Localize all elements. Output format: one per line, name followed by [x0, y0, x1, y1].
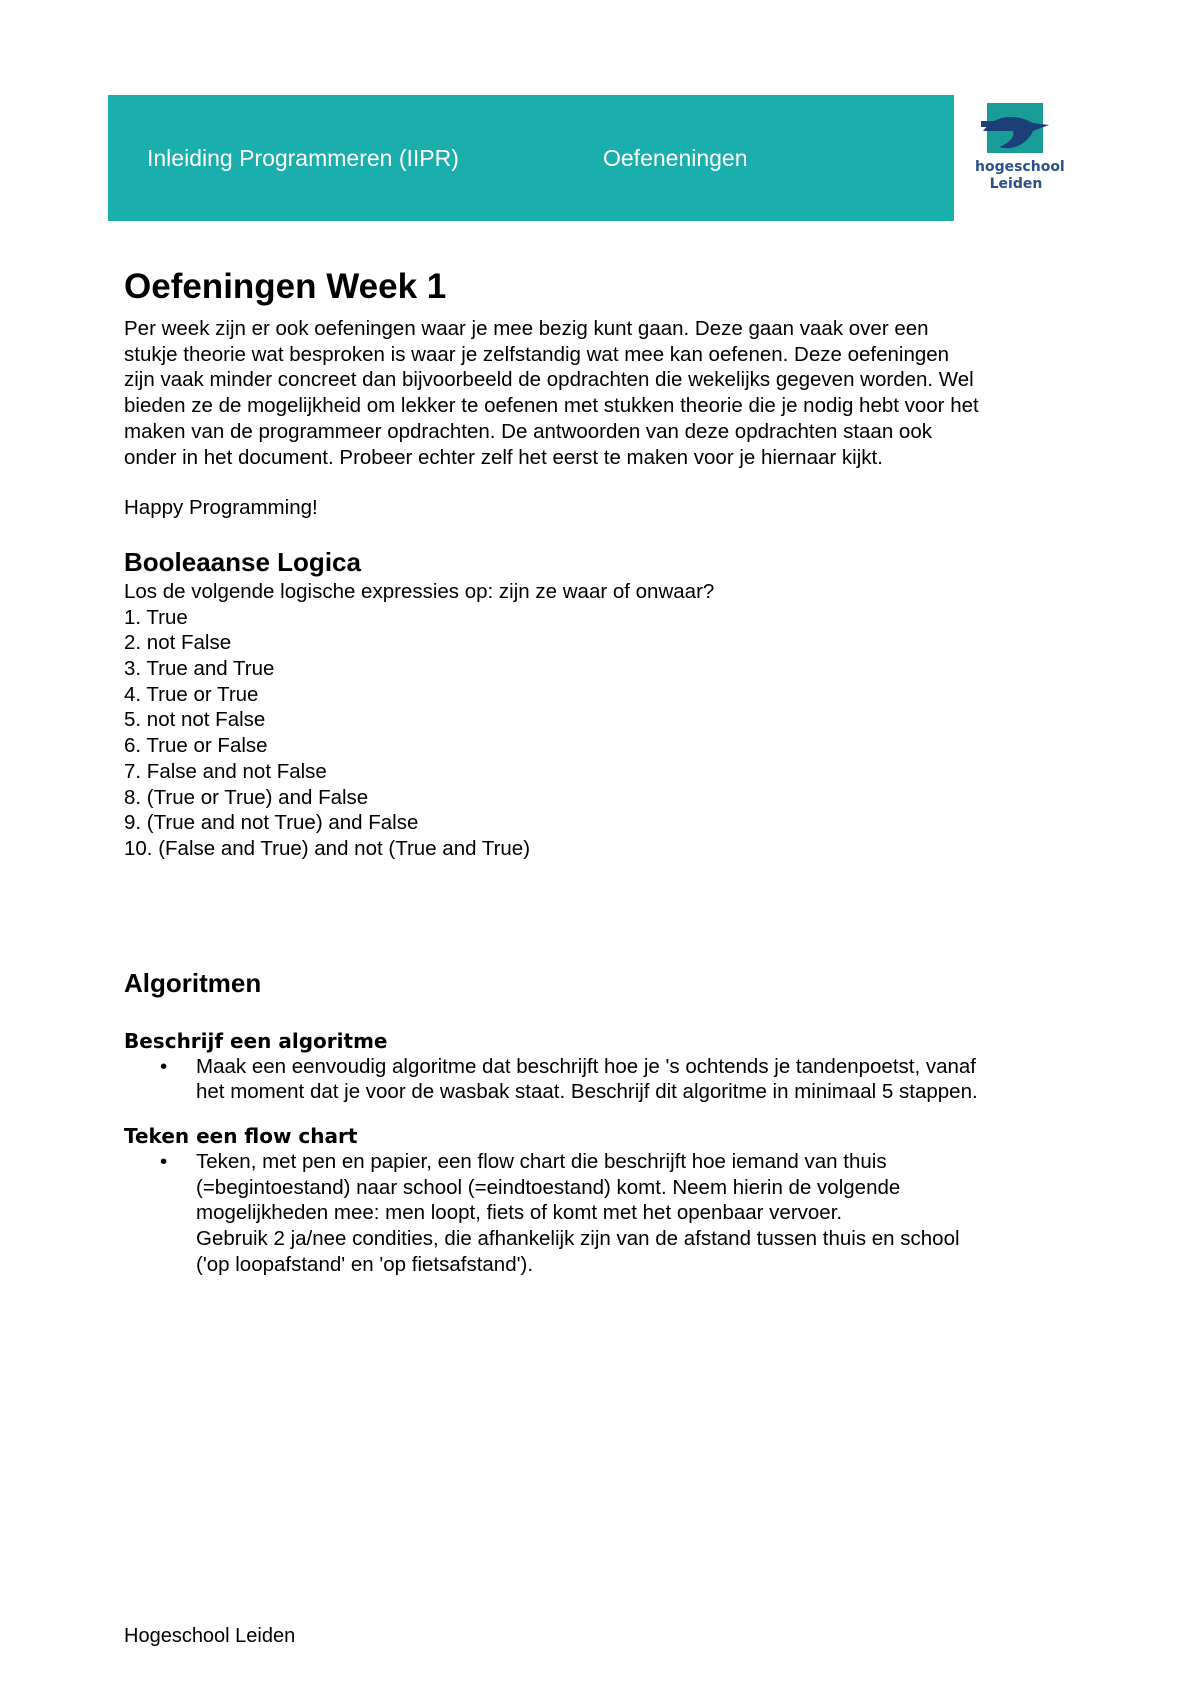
intro-line: stukje theorie wat besproken is waar je zelfstandig wat mee kan oefenen. Deze oefeningen: [124, 342, 950, 366]
boolean-instruction: Los de volgende logische expressies op: zijn ze waar of onwaar?: [124, 579, 715, 603]
intro-paragraph: [124, 316, 1064, 470]
boolean-exercise-list: [124, 605, 1064, 862]
logo-line-2: Leiden: [989, 176, 1043, 192]
header-band: [108, 95, 954, 221]
intro-line: maken van de programmeer opdrachten. De antwoorden van deze opdrachten staan ook: [124, 419, 932, 443]
list-item: 8. (True or True) and False: [124, 785, 369, 809]
algorithms-heading: Algoritmen: [124, 967, 262, 998]
bird-emblem-icon: [981, 101, 1051, 159]
boolean-heading: Booleaanse Logica: [124, 546, 361, 577]
bullet-line: Maak een eenvoudig algoritme dat beschrijft hoe je 's ochtends je tandenpoetst, vanaf: [196, 1054, 977, 1078]
closing-line: Happy Programming!: [124, 496, 318, 520]
intro-line: Per week zijn er ook oefeningen waar je mee bezig kunt gaan. Deze gaan vaak over een: [124, 317, 929, 340]
list-item: 1. True: [124, 605, 188, 629]
intro-line: onder in het document. Probeer echter zelf het eerst te maken voor je hiernaar kijkt.: [124, 445, 883, 469]
page-title: Oefeningen Week 1: [124, 267, 447, 306]
intro-line: zijn vaak minder concreet dan bijvoorbeeld de opdrachten die wekelijks gegeven worden. Wel: [124, 368, 974, 392]
section-title: Oefeneningen: [603, 145, 748, 171]
bullet-flow-chart: [124, 1149, 1064, 1278]
bullet-line: ('op loopafstand' en 'op fietsafstand').: [196, 1252, 534, 1276]
list-item: 2. not False: [124, 631, 232, 655]
bullet-line: (=begintoestand) naar school (=eindtoestand) komt. Neem hierin de volgende: [196, 1175, 901, 1199]
bullet-line: Teken, met pen en papier, een flow chart die beschrijft hoe iemand van thuis: [196, 1150, 887, 1174]
logo-wing-shape: [981, 121, 1007, 127]
logo-text: [975, 159, 1065, 193]
hogeschool-leiden-logo: [975, 97, 1065, 197]
bullet-line: Gebruik 2 ja/nee condities, die afhankelijk zijn van de afstand tussen thuis en school: [196, 1227, 960, 1251]
page-footer: Hogeschool Leiden: [124, 1625, 296, 1647]
list-item: 4. True or True: [124, 682, 259, 706]
bullet-describe-algorithm: [124, 1054, 1064, 1105]
bullet-icon: •: [160, 1054, 168, 1078]
intro-line: bieden ze de mogelijkheid om lekker te oefenen met stukken theorie die je nodig hebt voor het: [124, 394, 979, 418]
subheading-describe-algorithm: Beschrijf een algoritme: [124, 1028, 388, 1053]
bullet-line: het moment dat je voor de wasbak staat. Beschrijf dit algoritme in minimaal 5 stappen.: [196, 1080, 978, 1104]
list-item: 10. (False and True) and not (True and True): [124, 836, 531, 860]
bullet-icon: •: [160, 1150, 168, 1174]
subheading-flow-chart: Teken een flow chart: [124, 1124, 358, 1149]
list-item: 3. True and True: [124, 657, 275, 681]
document-body: [124, 262, 1064, 1278]
list-item: 9. (True and not True) and False: [124, 811, 419, 835]
course-title: Inleiding Programmeren (IIPR): [147, 145, 459, 171]
list-item: 7. False and not False: [124, 759, 327, 783]
list-item: 6. True or False: [124, 734, 268, 758]
bullet-line: mogelijkheden mee: men loopt, fiets of komt met het openbaar vervoer.: [196, 1201, 843, 1225]
logo-line-1: hogeschool: [975, 159, 1065, 175]
list-item: 5. not not False: [124, 708, 266, 732]
